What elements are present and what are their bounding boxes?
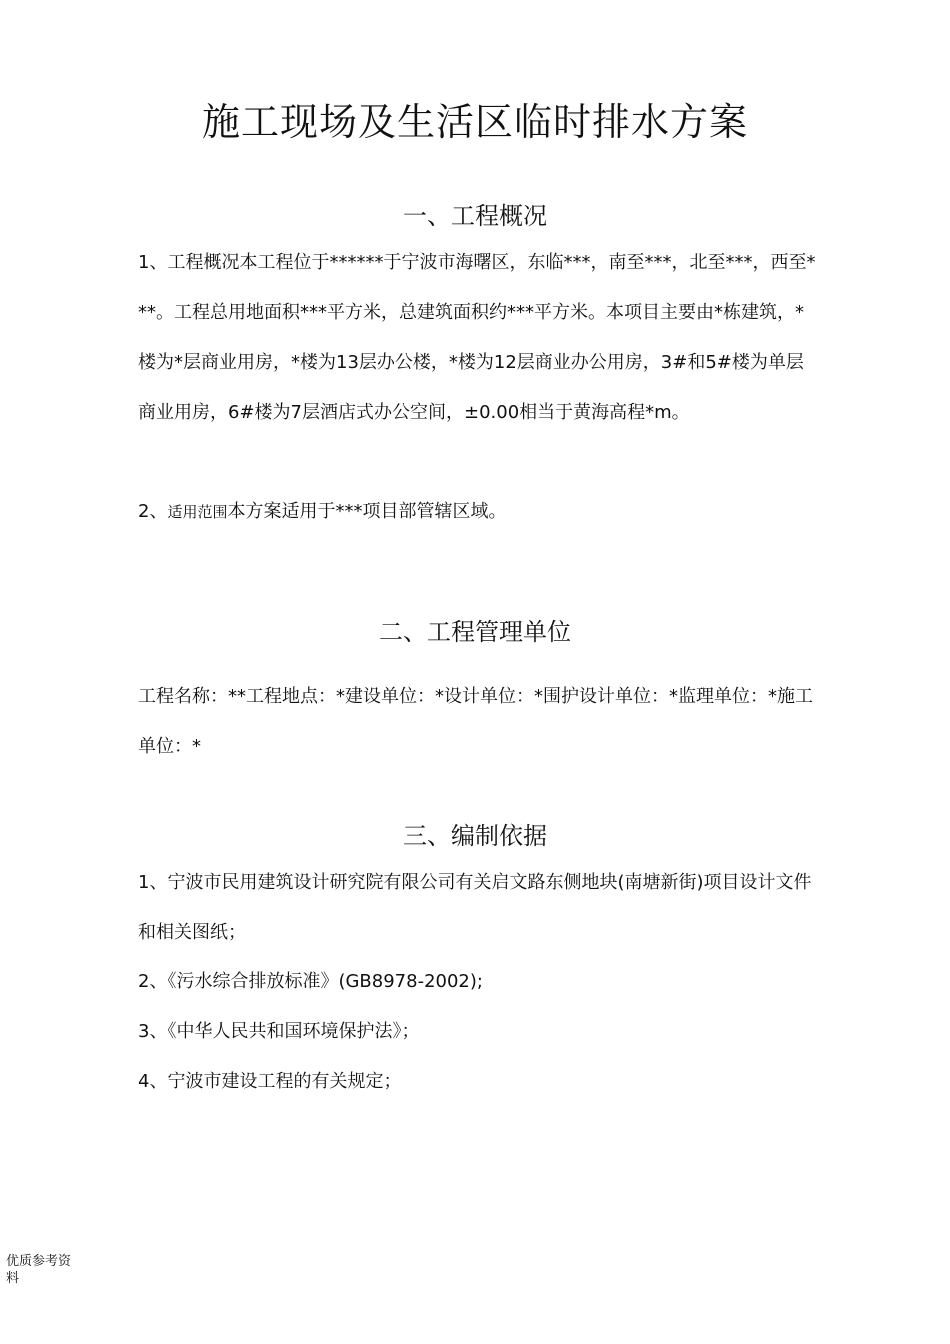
scope-prefix: 2、	[138, 501, 168, 522]
basis-item-3: 3、《中华人民共和国环境保护法》；	[138, 1021, 420, 1042]
section-heading-overview: 一、工程概况	[403, 202, 547, 230]
footer-note: 优质参考资料	[6, 1254, 72, 1286]
document-title: 施工现场及生活区临时排水方案	[201, 100, 748, 144]
basis-item-1: 1、宁波市民用建筑设计研究院有限公司有关启文路东侧地块(南塘新街)项目设计文件和相关图纸；	[138, 872, 812, 943]
basis-item-2: 2、《污水综合排放标准》(GB8978-2002);	[138, 971, 483, 992]
overview-paragraph: 1、工程概况本工程位于******于宁波市海曙区，东临***，南至***，北至***，西至***。工程总用地面积***平方米，总建筑面积约***平方米。本项目主要由*栋建筑，*楼为*层商业用房，*楼为13层办公楼，*楼为12层商业办公用房，3#和5#楼为单层商业用房，6#楼为7层酒店式办公空间，±0.00相当于黄海高程*m。	[138, 252, 816, 423]
section-heading-basis: 三、编制依据	[403, 822, 547, 850]
section-heading-management: 二、工程管理单位	[379, 618, 571, 646]
scope-paragraph	[138, 487, 818, 537]
scope-text: 本方案适用于***项目部管辖区域。	[227, 501, 507, 522]
scope-label: 适用范围	[167, 503, 228, 521]
basis-item-4: 4、宁波市建设工程的有关规定；	[138, 1071, 402, 1092]
management-paragraph: 工程名称：**工程地点：*建设单位：*设计单位：*围护设计单位：*监理单位：*施工单位：*	[138, 686, 813, 757]
